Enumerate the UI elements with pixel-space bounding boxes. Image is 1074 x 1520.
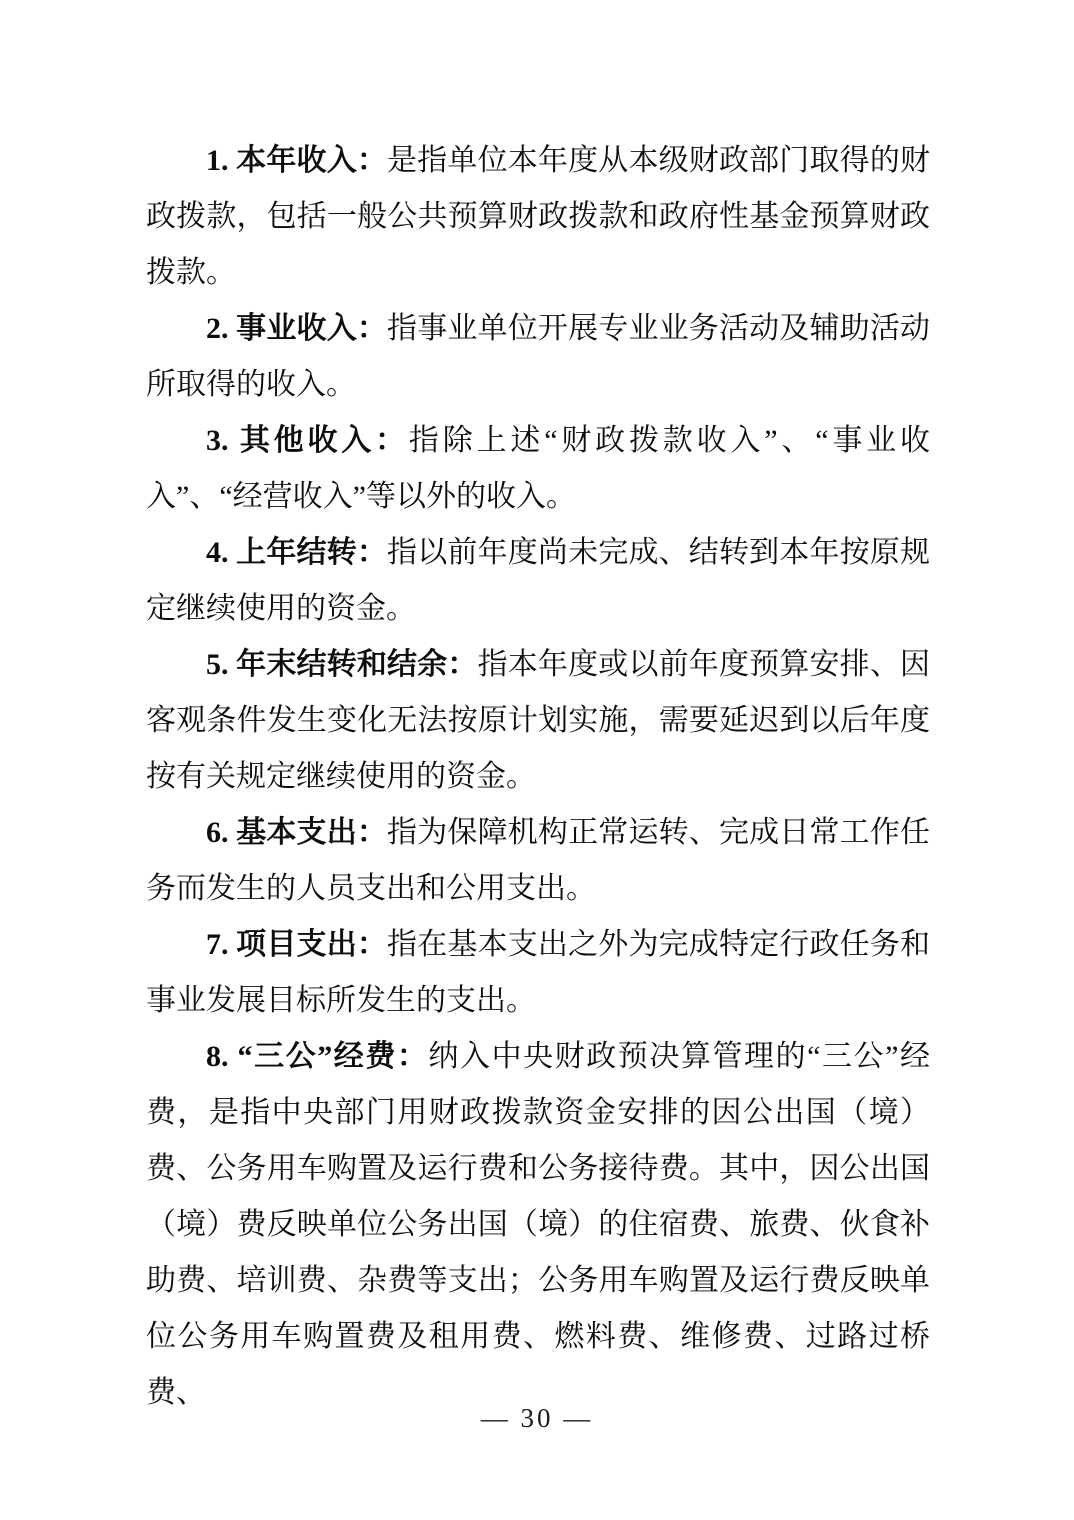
term-label: 7. 项目支出：: [206, 928, 388, 961]
term-definition: 是指单位本年度从本级财政部门取得的财政拨款，包括一般公共预算财政拨款和政府性基金预算财政拨款。: [146, 144, 931, 289]
definitions-list: [146, 133, 930, 1421]
term-definition: 指以前年度尚未完成、结转到本年按原规定继续使用的资金。: [146, 536, 931, 625]
term-label: 3. 其他收入：: [206, 424, 409, 457]
term-label: 4. 上年结转：: [206, 536, 388, 569]
term-label: 2. 事业收入：: [206, 312, 388, 345]
definition-paragraph-8: [146, 1029, 930, 1421]
term-label: 6. 基本支出：: [206, 816, 388, 849]
definition-paragraph-7: [146, 917, 930, 1029]
term-definition: 指事业单位开展专业业务活动及辅助活动所取得的收入。: [146, 312, 931, 401]
definition-paragraph-3: [146, 413, 930, 525]
definition-paragraph-5: [146, 637, 930, 805]
definition-paragraph-2: [146, 301, 930, 413]
definition-paragraph-1: [146, 133, 930, 301]
term-label: 5. 年末结转和结余：: [206, 648, 478, 681]
term-definition: 指在基本支出之外为完成特定行政任务和事业发展目标所发生的支出。: [146, 928, 931, 1017]
term-definition: 纳入中央财政预决算管理的“三公”经费，是指中央部门用财政拨款资金安排的因公出国（境）费、公务用车购置及运行费和公务接待费。其中，因公出国（境）费反映单位公务出国（境）的住宿费、旅费、伙食补助费、培训费、杂费等支出；公务用车购置及运行费反映单位公务用车购置费及租用费、燃料费、维修费、过路过桥费、: [146, 1040, 930, 1409]
definition-paragraph-6: [146, 805, 930, 917]
page-number: — 30 —: [480, 1403, 594, 1433]
term-label: 1. 本年收入：: [206, 144, 388, 177]
term-label: 8. “三公”经费：: [206, 1040, 429, 1073]
term-definition: 指本年度或以前年度预算安排、因客观条件发生变化无法按原计划实施，需要延迟到以后年度按有关规定继续使用的资金。: [146, 648, 931, 793]
term-definition: 指为保障机构正常运转、完成日常工作任务而发生的人员支出和公用支出。: [146, 816, 931, 905]
term-definition: 指除上述“财政拨款收入”、“事业收入”、“经营收入”等以外的收入。: [146, 424, 930, 513]
definition-paragraph-4: [146, 525, 930, 637]
page-footer: [0, 1398, 1074, 1438]
